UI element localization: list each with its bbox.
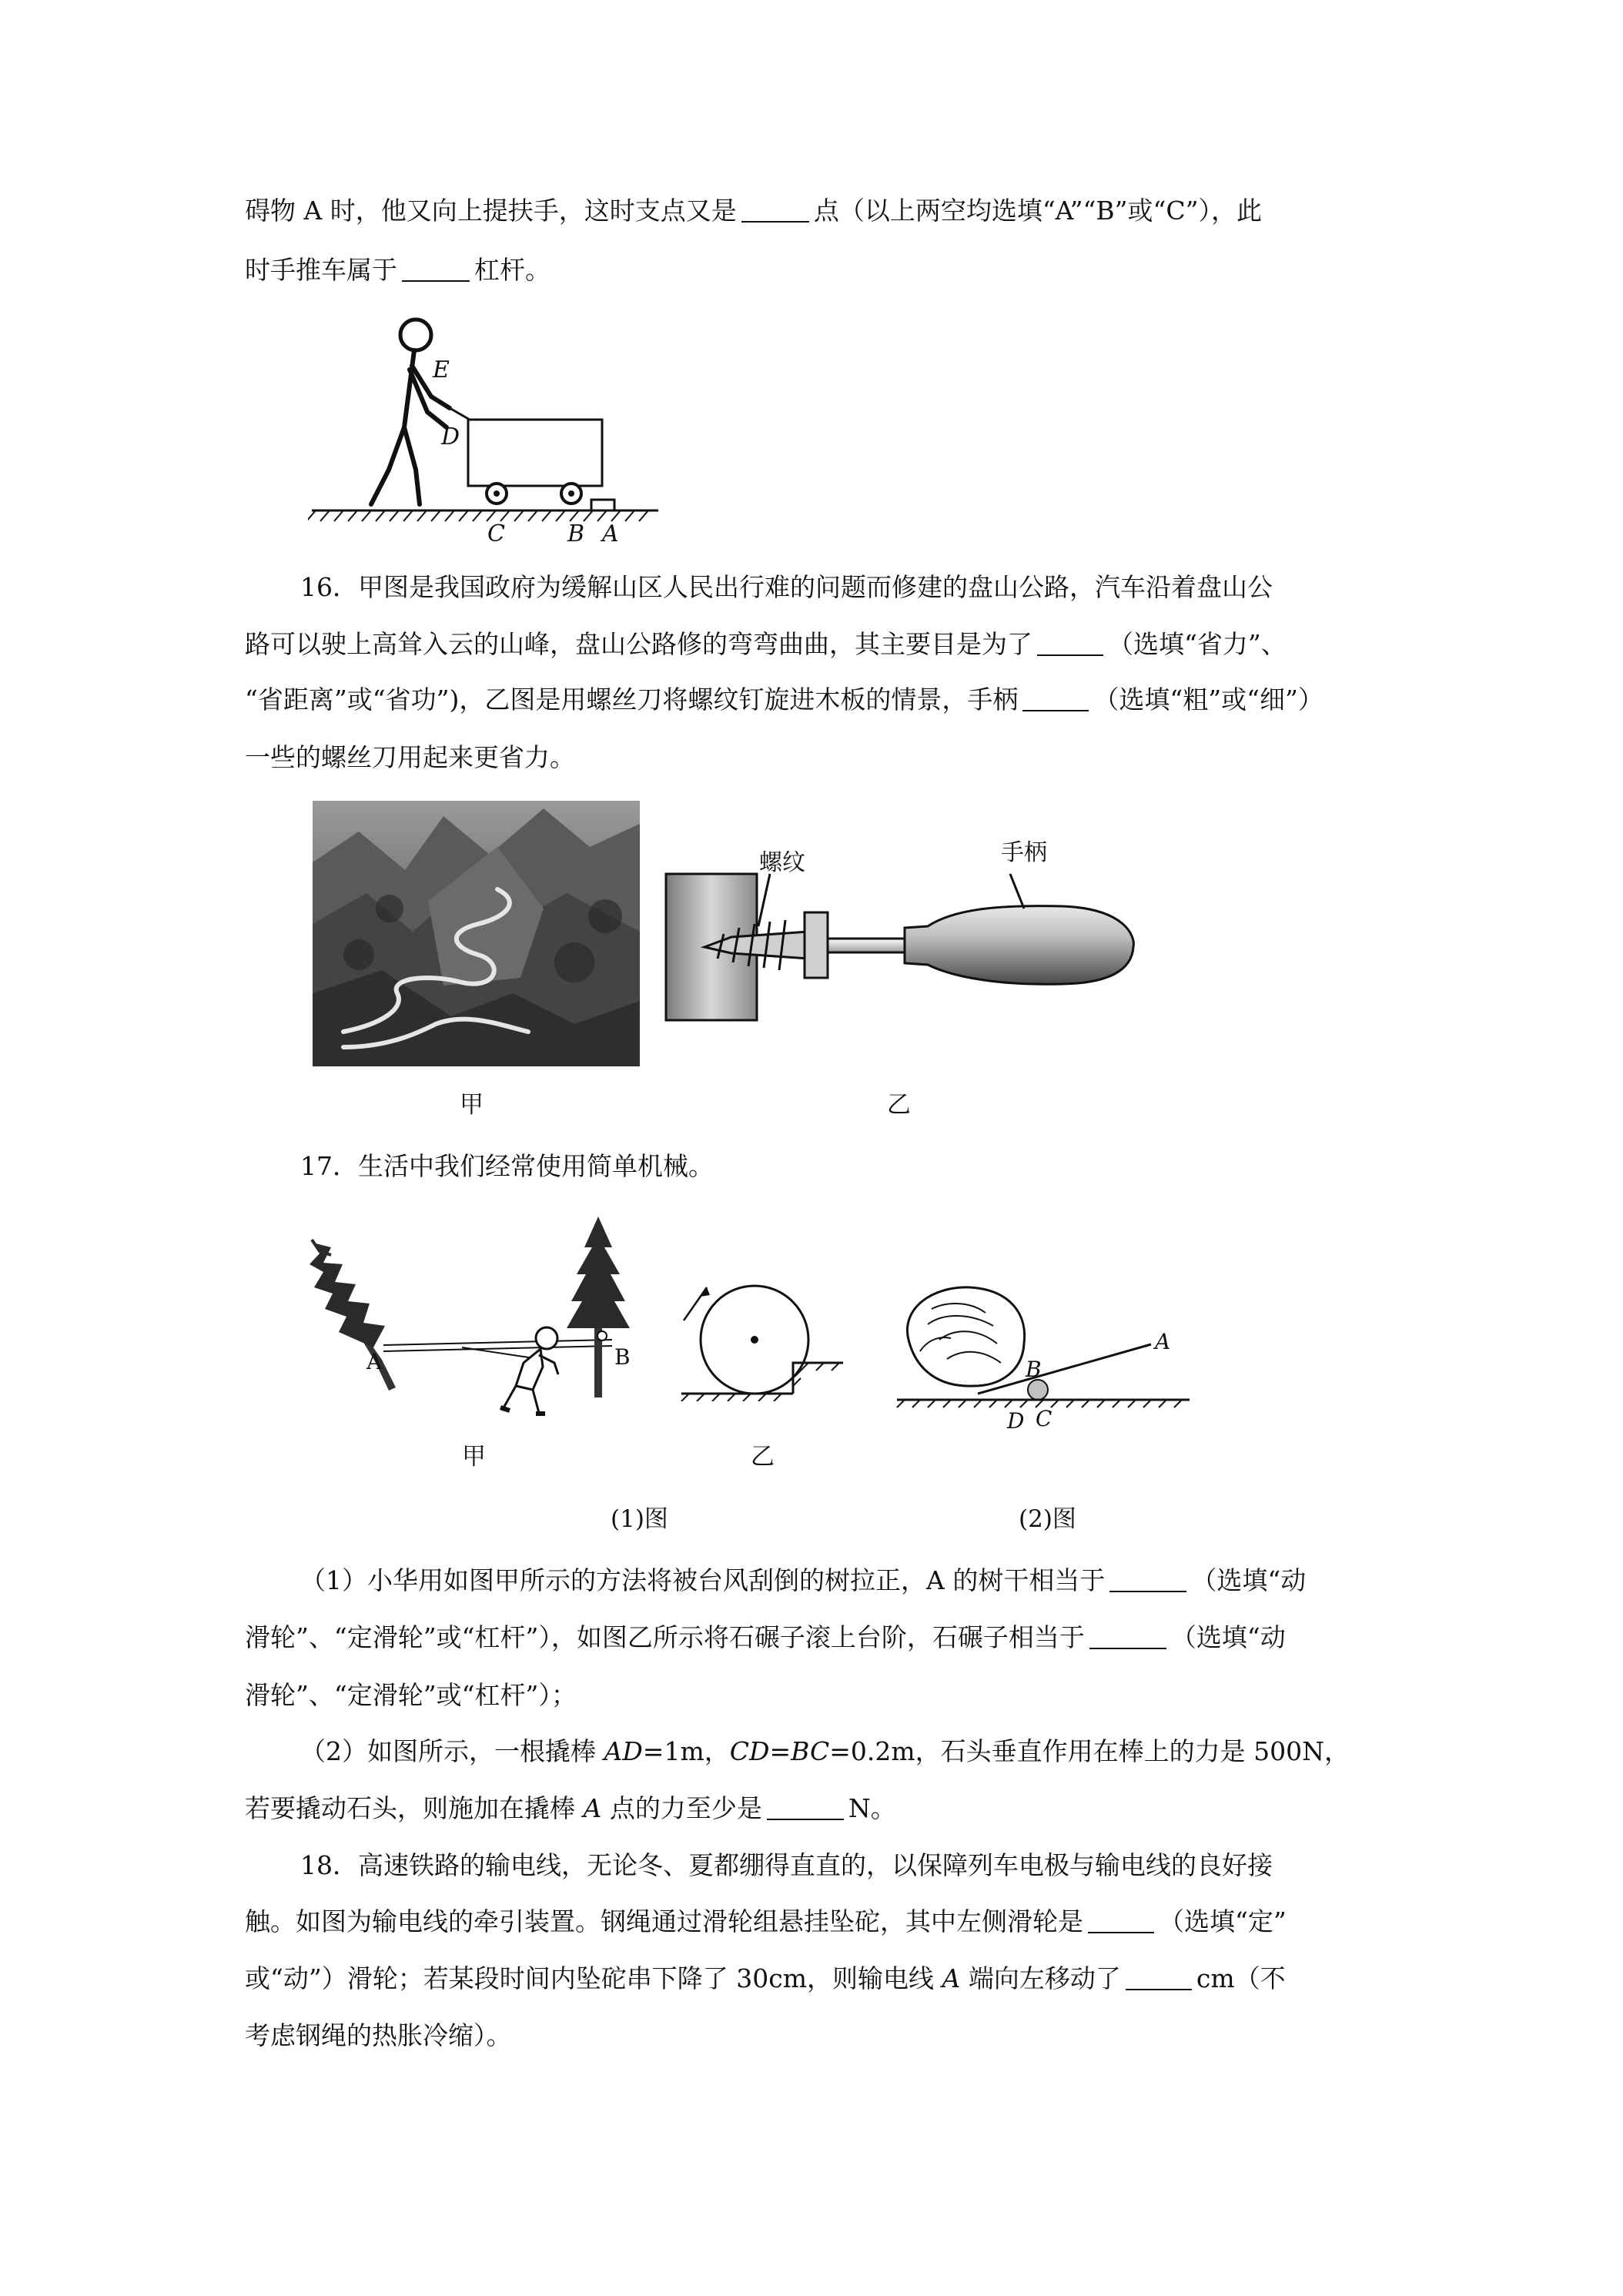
- answer-blank[interactable]: [1022, 687, 1089, 711]
- label-a: A: [602, 520, 619, 547]
- q17-text: N。: [848, 1793, 896, 1823]
- q16-line3: [245, 683, 1323, 717]
- q17-text: 点的力至少是: [601, 1793, 762, 1823]
- q15-text: 时手推车属于: [245, 255, 397, 285]
- q18-line2: [245, 1905, 1287, 1939]
- q18-text: 触。如图为输电线的牵引装置。钢绳通过滑轮组悬挂坠砣，其中左侧滑轮是: [245, 1906, 1083, 1936]
- q16-text: 16．甲图是我国政府为缓解山区人民出行难的问题而修建的盘山公路，汽车沿着盘山公: [300, 572, 1273, 602]
- q17-text: （1）小华用如图甲所示的方法将被台风刮倒的树拉正，A 的树干相当于: [300, 1565, 1106, 1595]
- label-handle: 手柄: [1001, 839, 1047, 866]
- label-b: B: [567, 520, 585, 547]
- q18-line3: [245, 1962, 1286, 1996]
- q17-text: 若要撬动石头，则施加在撬棒: [245, 1793, 584, 1823]
- cart-figure: [308, 312, 662, 551]
- q18-line4: [245, 2019, 512, 2053]
- q17-text: 滑轮”、“定滑轮”或“杠杆”）；: [245, 1680, 577, 1710]
- var-cd: CD: [729, 1736, 770, 1766]
- q18-text: 考虑钢绳的热胀冷缩）。: [245, 2020, 512, 2050]
- q17-text: （2）如图所示，一根撬棒: [300, 1736, 604, 1766]
- q18-line1: [300, 1849, 1273, 1883]
- answer-blank[interactable]: [767, 1796, 844, 1820]
- q17-text: （选填“动: [1170, 1622, 1286, 1652]
- q17-text: =1m，: [642, 1736, 730, 1766]
- q17-p1-line1: [300, 1564, 1306, 1598]
- q16-text: （选填“粗”或“细”）: [1093, 684, 1323, 715]
- q16-text: “省距离”或“省功”)，乙图是用螺丝刀将螺纹钉旋进木板的情景，手柄: [245, 684, 1019, 715]
- q16-line1: [300, 571, 1273, 604]
- q16-text: 一些的螺丝刀用起来更省力。: [245, 742, 575, 772]
- answer-blank[interactable]: [1109, 1568, 1186, 1592]
- q17-p1-line2: [245, 1621, 1286, 1655]
- q15-text: 杠杆。: [474, 255, 550, 285]
- q16-text: （选填“省力”、: [1108, 629, 1287, 659]
- q17-text: （选填“动: [1191, 1565, 1307, 1595]
- q17-text: =: [769, 1736, 791, 1766]
- label-d: D: [441, 423, 460, 450]
- label-lever-c: C: [1036, 1406, 1052, 1431]
- label-lever-b: B: [1026, 1357, 1042, 1382]
- figure-caption-2: (2)图: [1019, 1505, 1076, 1533]
- q18-text: （选填“定”: [1159, 1906, 1287, 1936]
- var-bc: BC: [791, 1736, 830, 1766]
- figure-caption-1: (1)图: [611, 1505, 668, 1533]
- q16-line4: [245, 741, 575, 775]
- q18-text: 或“动”）滑轮；若某段时间内坠砣串下降了 30cm，则输电线: [245, 1963, 942, 1993]
- q17-p2-line1: [300, 1735, 1350, 1769]
- label-c: C: [487, 520, 505, 547]
- var-a: A: [583, 1793, 602, 1823]
- answer-blank[interactable]: [402, 257, 470, 282]
- lever-figure: [885, 1278, 1201, 1448]
- q18-text: 端向左移动了: [960, 1963, 1121, 1993]
- caption-yi: 乙: [887, 1091, 911, 1119]
- q17-text: =0.2m，石头垂直作用在棒上的力是 500N，: [829, 1736, 1350, 1766]
- q17-title: [300, 1150, 714, 1183]
- caption-roller-yi: 乙: [751, 1443, 775, 1471]
- mountain-road-photo: [313, 801, 640, 1066]
- screwdriver-figure: [662, 835, 1155, 1028]
- q17-text: 滑轮”、“定滑轮”或“杠杆”），如图乙所示将石碾子滚上台阶，石碾子相当于: [245, 1622, 1085, 1652]
- answer-blank[interactable]: [1037, 631, 1103, 656]
- q18-text: 18．高速铁路的输电线，无论冬、夏都绷得直直的，以保障列车电极与输电线的良好接: [300, 1850, 1273, 1880]
- label-tree-a: A: [366, 1349, 383, 1374]
- q16-text: 路可以驶上高耸入云的山峰，盘山公路修的弯弯曲曲，其主要目是为了: [245, 629, 1032, 659]
- q17-text: 17．生活中我们经常使用简单机械。: [300, 1151, 714, 1181]
- label-lever-a: A: [1155, 1329, 1171, 1354]
- q18-text: cm（不: [1196, 1963, 1286, 1993]
- label-tree-b: B: [614, 1344, 631, 1370]
- var-ad: AD: [604, 1736, 643, 1766]
- q16-line2: [245, 628, 1287, 661]
- q15-text: 碍物 A 时，他又向上提扶手，这时支点又是: [245, 196, 737, 226]
- answer-blank[interactable]: [1126, 1966, 1192, 1990]
- answer-blank[interactable]: [1089, 1625, 1166, 1649]
- caption-jia: 甲: [460, 1091, 484, 1119]
- label-e: E: [433, 356, 450, 383]
- label-lever-d: D: [1007, 1408, 1025, 1434]
- q17-p2-line2: [245, 1792, 896, 1826]
- label-thread: 螺纹: [759, 849, 805, 876]
- roller-figure: [670, 1263, 847, 1401]
- var-a: A: [942, 1963, 961, 1993]
- q15-line2: [245, 253, 550, 287]
- q17-p1-line3: [245, 1678, 577, 1712]
- answer-blank[interactable]: [741, 198, 809, 223]
- q15-line1: [245, 194, 1262, 228]
- answer-blank[interactable]: [1088, 1909, 1154, 1933]
- caption-tree-jia: 甲: [462, 1443, 486, 1471]
- q15-text: 点（以上两空均选填“A”“B”或“C”），此: [813, 196, 1263, 226]
- tree-pull-figure: [308, 1201, 654, 1424]
